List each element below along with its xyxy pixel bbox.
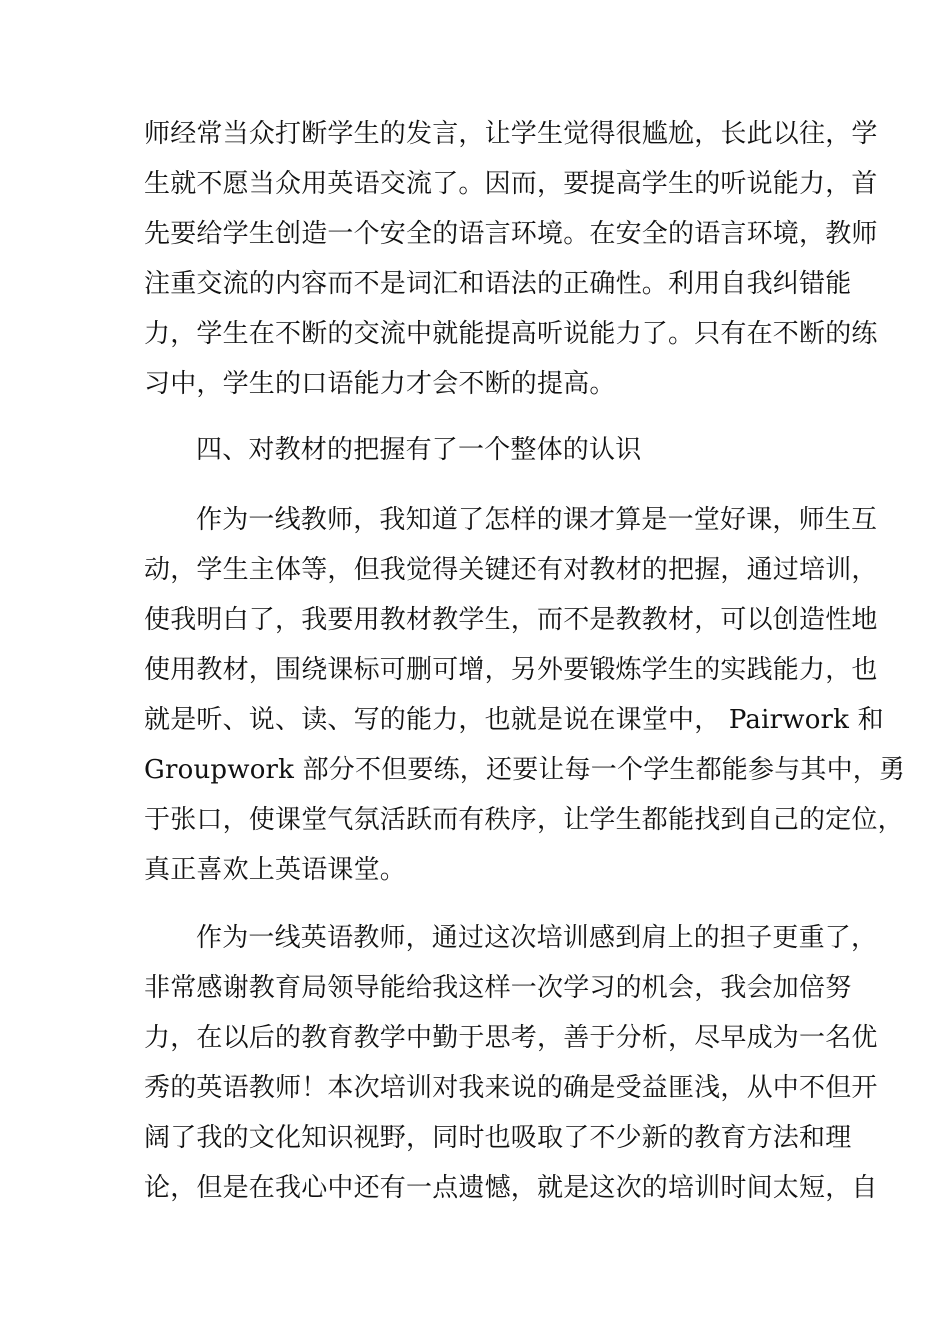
text-line: 动，学生主体等，但我觉得关键还有对教材的把握，通过培训，	[144, 555, 878, 585]
text-line: 真正喜欢上英语课堂。	[144, 855, 407, 885]
text-line: 使用教材，围绕课标可删可增，另外要锻炼学生的实践能力，也	[144, 655, 878, 685]
text-line: 作为一线英语教师，通过这次培训感到肩上的担子更重了，	[196, 923, 878, 953]
text-line: 阔了我的文化知识视野，同时也吸取了不少新的教育方法和理	[144, 1123, 852, 1153]
text-line: Groupwork 部分不但要练，还要让每一个学生都能参与其中，勇	[144, 755, 906, 785]
text-line: 先要给学生创造一个安全的语言环境。在安全的语言环境，教师	[144, 219, 878, 249]
text-line: 非常感谢教育局领导能给我这样一次学习的机会，我会加倍努	[144, 973, 852, 1003]
text-line: 秀的英语教师！本次培训对我来说的确是受益匪浅，从中不但开	[144, 1073, 878, 1103]
text-line: 作为一线教师，我知道了怎样的课才算是一堂好课，师生互	[196, 505, 878, 535]
text-line: 生就不愿当众用英语交流了。因而，要提高学生的听说能力，首	[144, 169, 878, 199]
text-line: 习中，学生的口语能力才会不断的提高。	[144, 369, 616, 399]
text-line: 于张口，使课堂气氛活跃而有秩序，让学生都能找到自己的定位，	[144, 805, 904, 835]
section-heading: 四、对教材的把握有了一个整体的认识	[196, 435, 642, 465]
text-line: 论，但是在我心中还有一点遗憾，就是这次的培训时间太短，自	[144, 1173, 878, 1203]
text-line: 就是听、说、读、写的能力，也就是说在课堂中， Pairwork 和	[144, 705, 884, 735]
text-line: 力，在以后的教育教学中勤于思考，善于分析，尽早成为一名优	[144, 1023, 878, 1053]
text-line: 力，学生在不断的交流中就能提高听说能力了。只有在不断的练	[144, 319, 878, 349]
text-line: 使我明白了，我要用教材教学生，而不是教教材，可以创造性地	[144, 605, 878, 635]
text-line: 注重交流的内容而不是词汇和语法的正确性。利用自我纠错能	[144, 269, 852, 299]
text-line: 师经常当众打断学生的发言，让学生觉得很尴尬，长此以往，学	[144, 119, 878, 149]
